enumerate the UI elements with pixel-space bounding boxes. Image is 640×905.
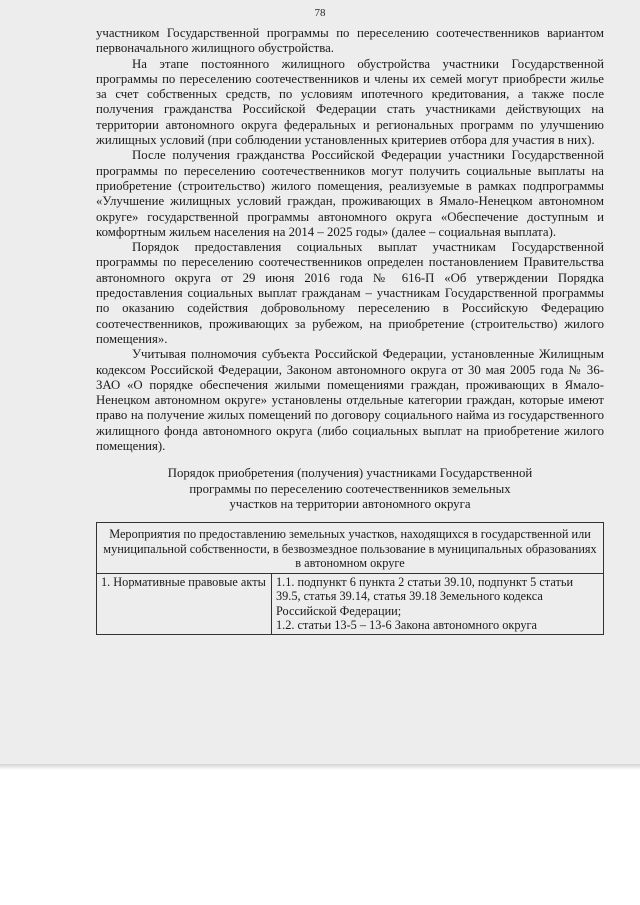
paragraph-continuation: участником Государственной программы по переселению соотечественников вариантом первоначального жилищного обустройства.	[96, 26, 604, 56]
table-row	[97, 573, 604, 634]
section-heading-line: Порядок приобретения (получения) участниками Государственной	[167, 466, 533, 481]
paragraph-social-payments: После получения гражданства Российской Федерации участники Государственной программы по переселению соотечественников могут получить социальные выплаты на приобретение (строительство) жилого помещения, реализуемые в рамках подпрограммы «Улучшение жилищных условий граждан, проживающих в Ямало-Ненецком автономном округе» государственной программы автономного округа «Обеспечение доступным и комфортным жильем населения на 2014 – 2025 годы» (далее – социальная выплата).	[96, 148, 604, 239]
table-row-item: 1.2. статьи 13-5 – 13-6 Закона автономного округа	[276, 618, 538, 633]
table-header-row	[97, 523, 604, 574]
table-row-item: 1.1. подпункт 6 пункта 2 статьи 39.10, подпункт 5 статьи 39.5, статья 39.14, статья 39.18 Земельного кодекса Российской Федерации;	[276, 574, 574, 618]
table-row-label: 1. Нормативные правовые акты	[97, 573, 272, 634]
section-heading-line: участков на территории автономного округа	[229, 496, 471, 511]
land-plots-table	[96, 522, 604, 635]
table-header: Мероприятия по предоставлению земельных участков, находящихся в государственной или муниципальной собственности, в безвозмездное пользование в муниципальных образованиях в автономном округе	[97, 523, 604, 574]
table-row-items	[272, 573, 604, 634]
section-heading-line: программы по переселению соотечественников земельных	[189, 481, 511, 496]
paragraph-permanent-housing: На этапе постоянного жилищного обустройства участники Государственной программы по переселению соотечественников и члены их семей могут приобрести жилье за счет собственных средств, по условиям ипотечного кредитования, а также после получения гражданства Российской Федерации стать участниками действующих на территории автономного округа федеральных и региональных программ по улучшению жилищных условий (при соблюдении установленных критериев отбора для участия в них).	[96, 56, 604, 148]
paragraph-payment-procedure: Порядок предоставления социальных выплат участникам Государственной программы по переселению соотечественников определен постановлением Правительства автономного округа от 29 июня 2016 года № 616-П «Об утверждении Порядка предоставления социальных выплат гражданам – участникам Государственной программы по оказанию содействия добровольному переселению в Российскую Федерацию соотечественников, проживающих за рубежом, на приобретение (строительство) жилого помещения».	[96, 240, 604, 346]
paragraph-housing-categories: Учитывая полномочия субъекта Российской Федерации, установленные Жилищным кодексом Российской Федерации, Законом автономного округа от 30 мая 2005 года № 36-ЗАО «О порядке обеспечения жилыми помещениями граждан, проживающих в Ямало-Ненецком автономном округе» установлены отдельные категории граждан, которые имеют право на получение жилых помещений по договору социального найма из государственного жилищного фонда автономного округа (либо социальных выплат на приобретение жилого помещения).	[96, 347, 604, 454]
document-body	[96, 26, 604, 635]
scan-edge	[0, 764, 640, 770]
page-number: 78	[314, 7, 326, 19]
section-heading	[96, 466, 604, 512]
